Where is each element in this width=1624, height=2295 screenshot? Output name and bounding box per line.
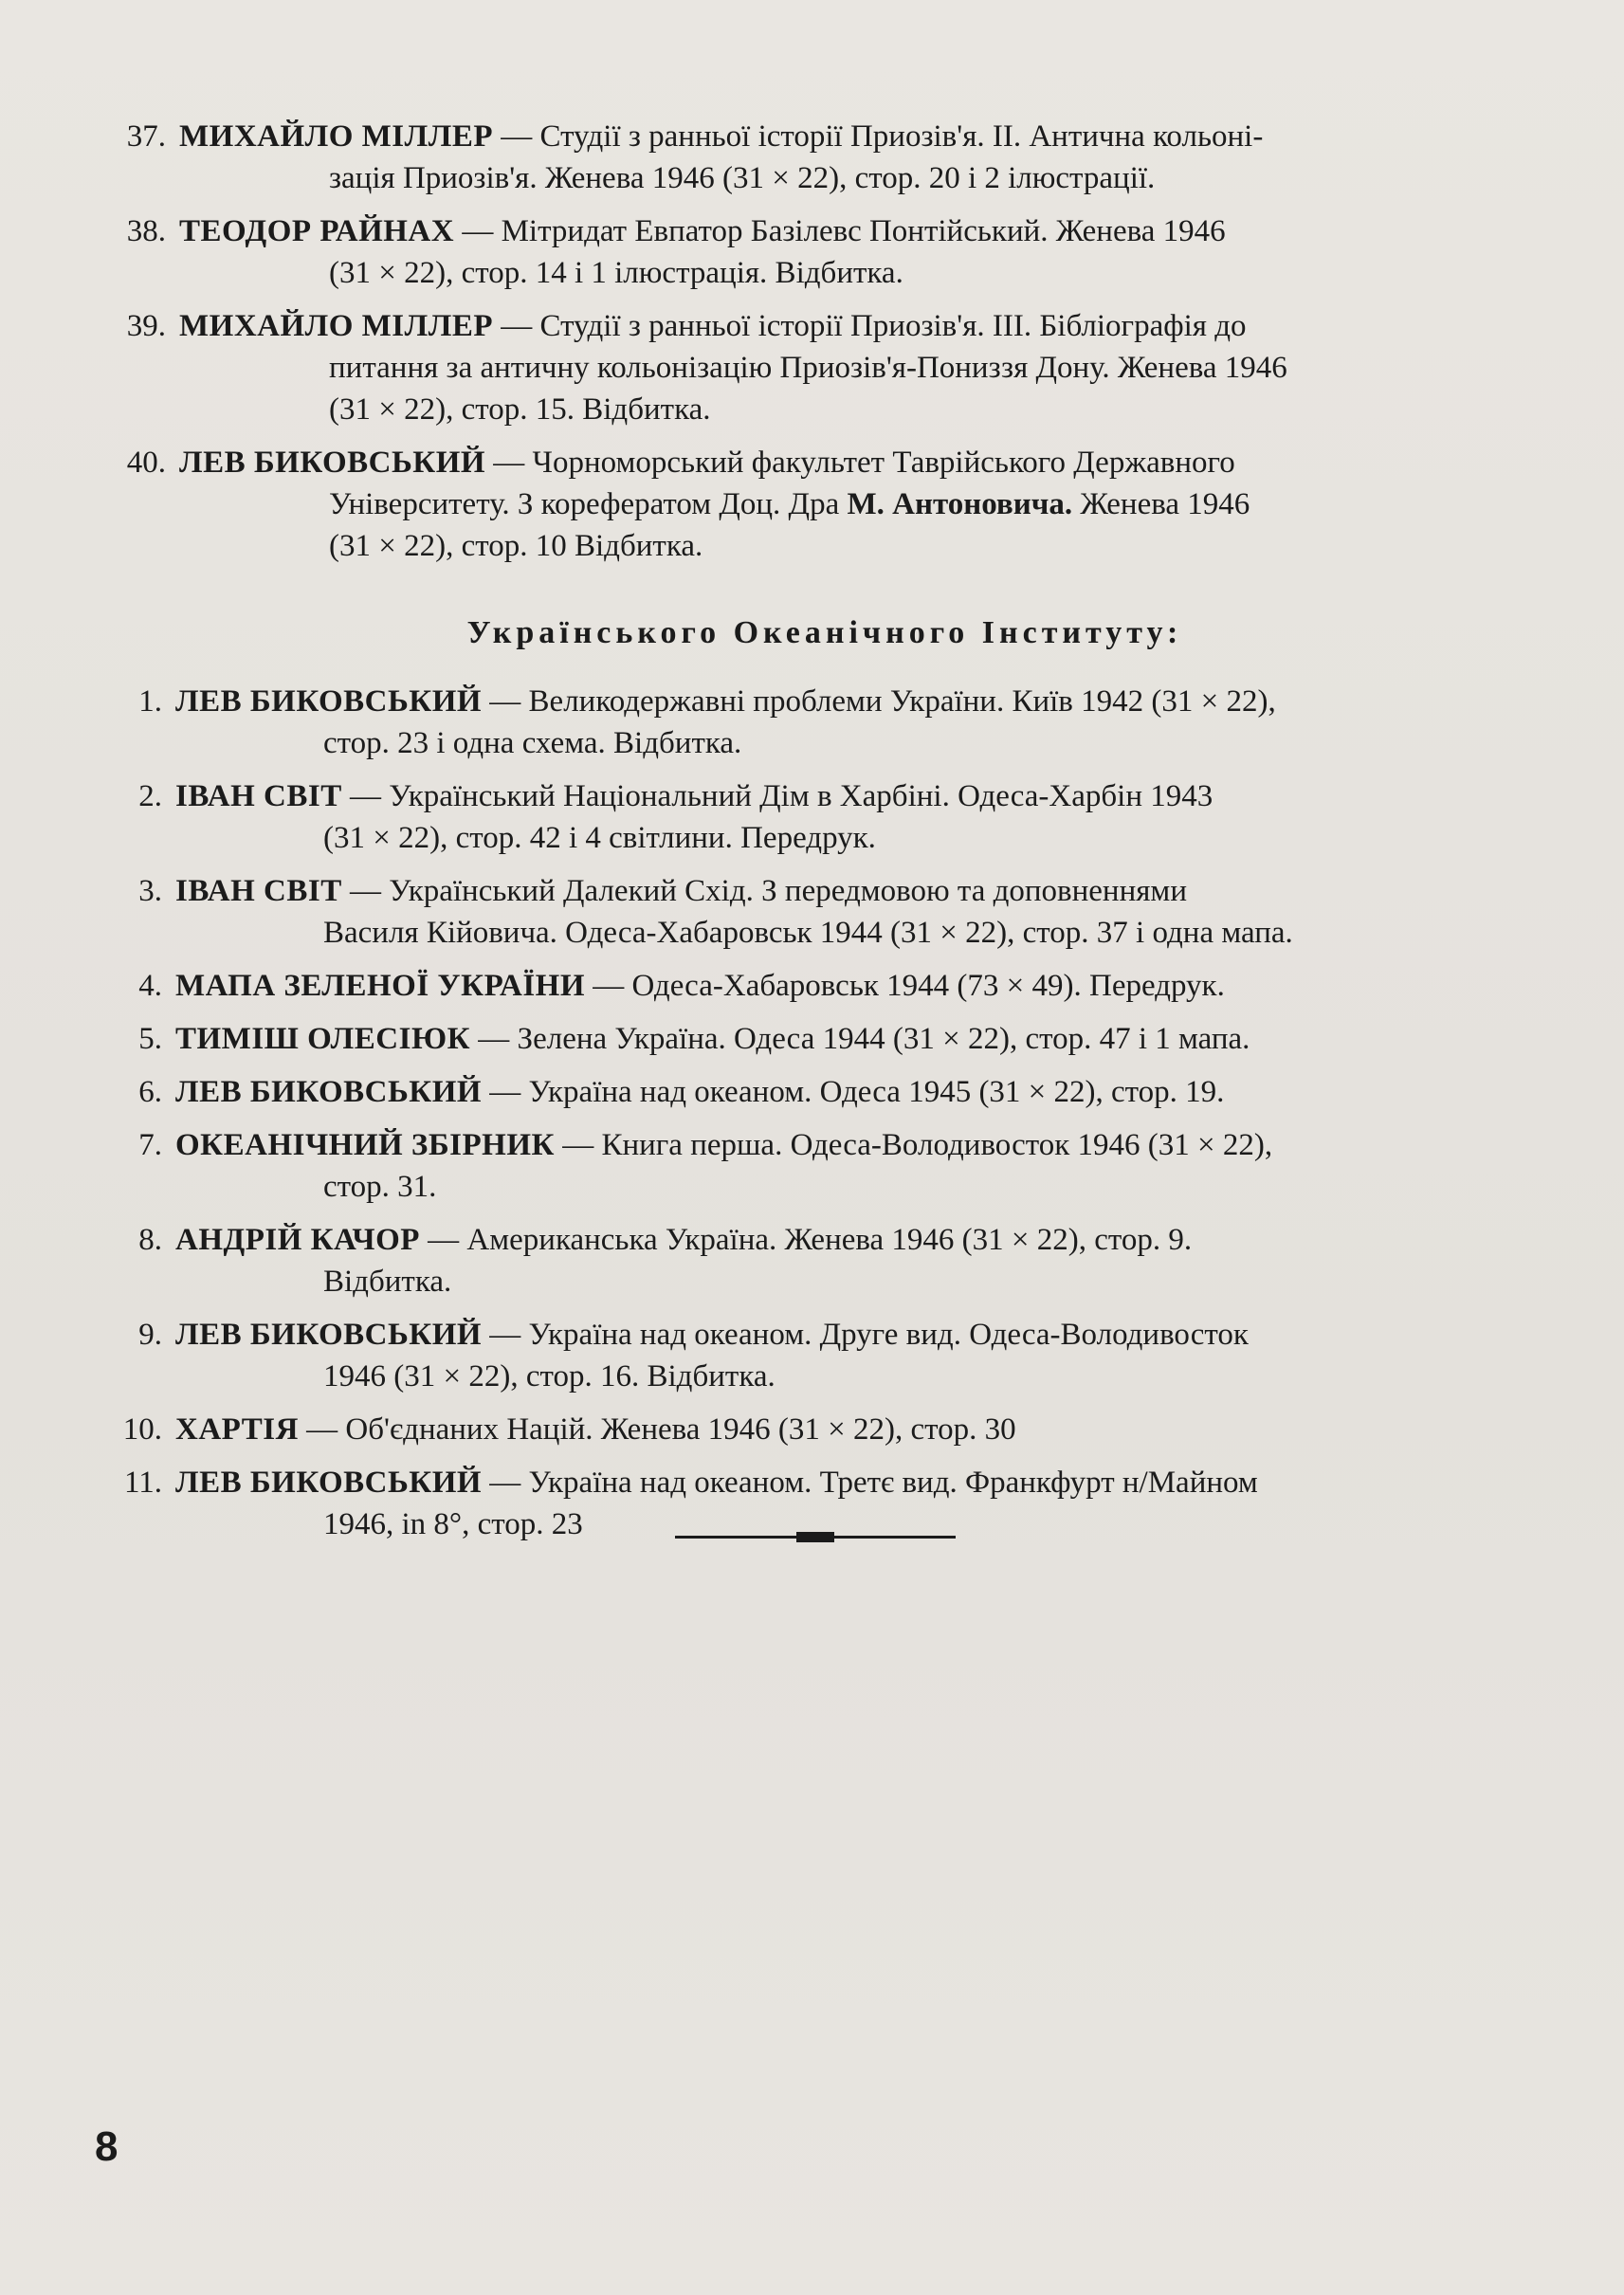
entry-8 [109, 1219, 1541, 1302]
entry-title: — Американська Україна. Женева 1946 (31 × 22), стор. 9. [419, 1223, 1193, 1257]
entry-number: 4. [138, 969, 162, 1003]
entry-author: ЛЕВ БИКОВСЬКИЙ [175, 1318, 483, 1352]
entry-4 [109, 965, 1541, 1007]
entry-continuation: (31 × 22), стор. 14 і 1 ілюстрація. Відбитка. [329, 256, 903, 290]
entry-1 [109, 681, 1541, 764]
coreferent-name: М. Антоновича. [847, 487, 1073, 521]
entry-9 [109, 1314, 1541, 1397]
entry-39 [109, 305, 1541, 430]
entry-author: МАПА ЗЕЛЕНОЇ УКРАЇНИ [175, 969, 586, 1003]
entry-number: 11. [123, 1466, 162, 1500]
entry-continuation: Відбитка. [323, 1265, 452, 1299]
entry-number: 38. [126, 214, 166, 248]
entry-title: — Україна над океаном. Одеса 1945 (31 × 22), стор. 19. [482, 1075, 1225, 1109]
entry-continuation: Василя Кійовича. Одеса-Хабаровськ 1944 (31 × 22), стор. 37 і одна мапа. [323, 916, 1293, 950]
entry-number: 2. [138, 779, 162, 813]
entry-author: ТИМІШ ОЛЕСІЮК [175, 1022, 471, 1056]
entry-title: — Україна над океаном. Третє вид. Франкфурт н/Майном [482, 1466, 1258, 1500]
entry-38 [109, 210, 1541, 294]
entry-author: ЛЕВ БИКОВСЬКИЙ [175, 1466, 483, 1500]
entry-continuation: зація Приозів'я. Женева 1946 (31 × 22), стор. 20 і 2 ілюстрації. [329, 161, 1156, 195]
entry-title: — Об'єднаних Націй. Женева 1946 (31 × 22), стор. 30 [298, 1412, 1016, 1447]
entry-title: — Україна над океаном. Друге вид. Одеса-Володивосток [482, 1318, 1249, 1352]
entry-number: 10. [122, 1412, 162, 1447]
entry-40 [109, 442, 1541, 567]
entry-author: ЛЕВ БИКОВСЬКИЙ [179, 446, 486, 480]
entry-author: ОКЕАНІЧНИЙ ЗБІРНИК [175, 1128, 555, 1162]
entry-author: ІВАН СВІТ [175, 874, 342, 908]
entry-7 [109, 1124, 1541, 1208]
entry-6 [109, 1071, 1541, 1113]
bibliography-list [109, 116, 1541, 1557]
entry-title: — Чорноморський факультет Таврійського Державного [485, 446, 1235, 480]
entry-author: ХАРТІЯ [175, 1412, 299, 1447]
entry-continuation: 1946 (31 × 22), стор. 16. Відбитка. [323, 1359, 776, 1393]
entry-number: 8. [138, 1223, 162, 1257]
entry-number: 39. [126, 309, 166, 343]
entry-37 [109, 116, 1541, 199]
entry-author: ЛЕВ БИКОВСЬКИЙ [175, 684, 483, 719]
section-divider [675, 1527, 956, 1546]
entry-title: — Мітридат Евпатор Базілевс Понтійський. Женева 1946 [454, 214, 1226, 248]
entry-author: АНДРІЙ КАЧОР [175, 1223, 420, 1257]
entry-continuation: Університету. З корефератом Доц. Дра М. Антоновича. Женева 1946 [329, 487, 1250, 521]
entry-continuation: стор. 31. [323, 1170, 437, 1204]
entry-2 [109, 775, 1541, 859]
entry-number: 1. [138, 684, 162, 719]
entry-title: — Одеса-Хабаровськ 1944 (73 × 49). Передрук. [585, 969, 1225, 1003]
entry-continuation: (31 × 22), стор. 15. Відбитка. [329, 392, 711, 427]
entry-number: 6. [138, 1075, 162, 1109]
entry-number: 3. [138, 874, 162, 908]
entry-number: 7. [138, 1128, 162, 1162]
page-number: 8 [95, 2123, 119, 2170]
entry-continuation: 1946, in 8°, стор. 23 [323, 1507, 583, 1541]
entry-author: МИХАЙЛО МІЛЛЕР [179, 309, 493, 343]
entry-10 [109, 1409, 1541, 1450]
entry-author: ТЕОДОР РАЙНАХ [179, 214, 455, 248]
entry-5 [109, 1018, 1541, 1060]
entry-continuation: стор. 23 і одна схема. Відбитка. [323, 726, 742, 760]
entry-3 [109, 870, 1541, 954]
entry-continuation: питання за античну кольонізацію Приозів'я-Пониззя Дону. Женева 1946 [329, 351, 1287, 385]
entry-number: 5. [138, 1022, 162, 1056]
section-heading: Українського Океанічного Інституту: [466, 615, 1183, 650]
entry-number: 37. [126, 119, 166, 154]
entry-author: МИХАЙЛО МІЛЛЕР [179, 119, 493, 154]
entry-title: — Український Далекий Схід. З передмовою та доповненнями [341, 874, 1187, 908]
entry-continuation: (31 × 22), стор. 10 Відбитка. [329, 529, 703, 563]
entry-title: — Студії з ранньої історії Приозів'я. II. Антична кольоні- [493, 119, 1264, 154]
entry-number: 40. [126, 446, 166, 480]
entry-number: 9. [138, 1318, 162, 1352]
entry-title: — Великодержавні проблеми України. Київ 1942 (31 × 22), [482, 684, 1276, 719]
entry-continuation: (31 × 22), стор. 42 і 4 світлини. Передрук. [323, 821, 876, 855]
entry-title: — Книга перша. Одеса-Володивосток 1946 (31 × 22), [554, 1128, 1273, 1162]
entry-title: — Зелена Україна. Одеса 1944 (31 × 22), стор. 47 і 1 мапа. [470, 1022, 1250, 1056]
entry-author: ЛЕВ БИКОВСЬКИЙ [175, 1075, 483, 1109]
entry-title: — Український Національний Дім в Харбіні. Одеса-Харбін 1943 [341, 779, 1213, 813]
entry-title: — Студії з ранньої історії Приозів'я. III. Бібліографія до [493, 309, 1247, 343]
entry-author: ІВАН СВІТ [175, 779, 342, 813]
